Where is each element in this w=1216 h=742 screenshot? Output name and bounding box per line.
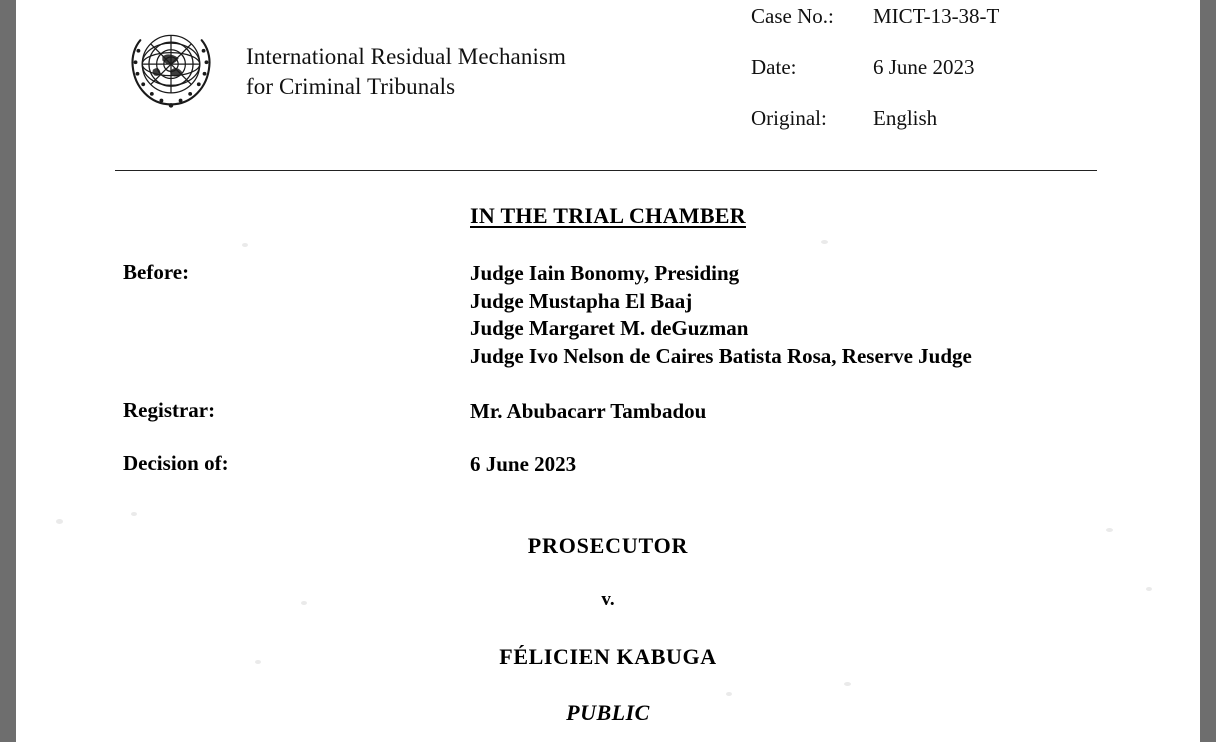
versus-text: v. <box>601 589 615 610</box>
case-date-row <box>751 55 1171 80</box>
case-original-label: Original: <box>751 106 827 130</box>
judge-entry: Judge Mustapha El Baaj <box>470 288 693 313</box>
before-label: Before: <box>123 260 190 284</box>
organization-line-2: for Criminal Tribunals <box>246 74 456 99</box>
un-emblem-icon <box>123 22 219 114</box>
case-metadata <box>751 4 1171 157</box>
scan-speck <box>821 240 828 244</box>
case-number-row <box>751 4 1171 29</box>
scan-speck <box>844 682 851 686</box>
judge-entry: Judge Margaret M. deGuzman <box>470 316 749 340</box>
organization-name <box>246 42 566 102</box>
scan-speck <box>131 512 137 516</box>
case-date-label: Date: <box>751 55 797 79</box>
document-page <box>16 0 1200 742</box>
scan-speck <box>726 692 732 696</box>
scan-speck <box>1106 528 1113 532</box>
case-original-value: English <box>873 106 938 130</box>
chamber-heading <box>16 203 1200 229</box>
scan-speck <box>56 519 63 524</box>
chamber-heading-text: IN THE TRIAL CHAMBER <box>470 203 746 228</box>
document-header <box>16 0 1200 160</box>
case-original-row <box>751 106 1171 131</box>
registrar-label: Registrar: <box>123 398 216 422</box>
scan-speck <box>242 243 248 247</box>
decision-value: 6 June 2023 <box>470 452 577 476</box>
registrar-value: Mr. Abubacarr Tambadou <box>470 399 707 423</box>
classification-label: PUBLIC <box>566 700 650 725</box>
accused-name: FÉLICIEN KABUGA <box>499 644 717 669</box>
case-number-value: MICT-13-38-T <box>873 4 1000 28</box>
case-date-value: 6 June 2023 <box>873 55 975 79</box>
case-number-label: Case No.: <box>751 4 834 28</box>
judges-list <box>470 260 972 370</box>
prosecutor-heading: PROSECUTOR <box>527 533 689 558</box>
judge-entry: Judge Ivo Nelson de Caires Batista Rosa, Reserve Judge <box>470 343 972 368</box>
organization-line-1: International Residual Mechanism <box>246 44 566 69</box>
judge-entry: Judge Iain Bonomy, Presiding <box>470 261 740 285</box>
header-divider <box>115 170 1097 171</box>
decision-label: Decision of: <box>123 451 229 475</box>
